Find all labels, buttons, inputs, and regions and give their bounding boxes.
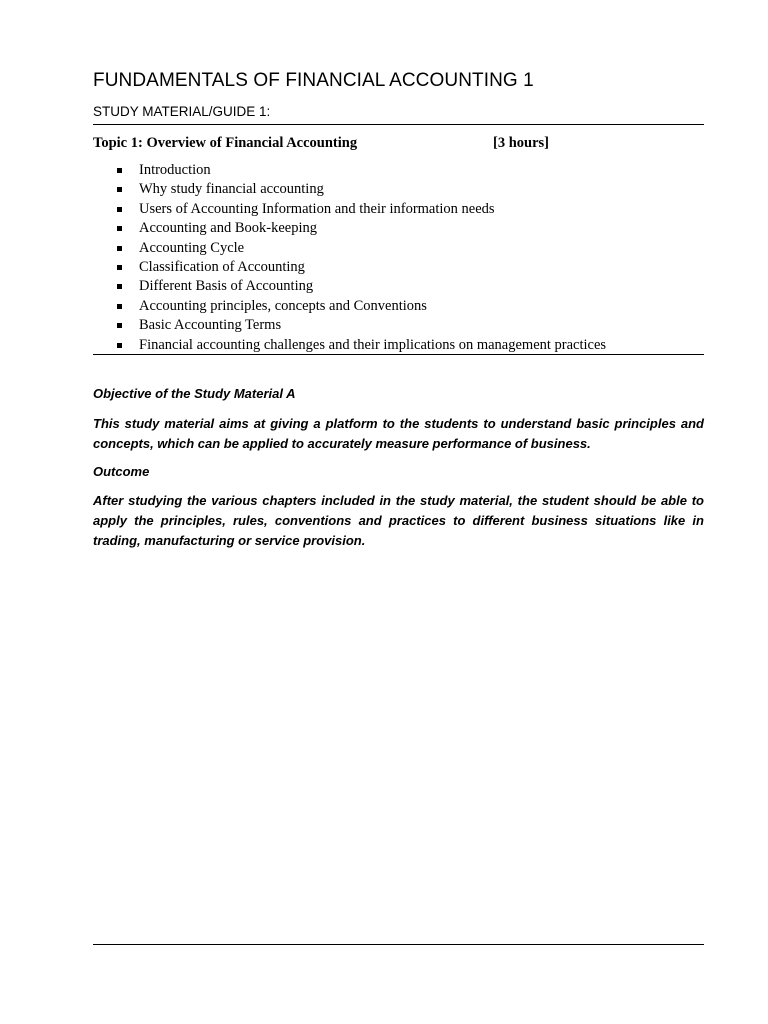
objective-heading: Objective of the Study Material A (93, 386, 296, 401)
objective-body: This study material aims at giving a platform to the students to understand basic principles and concepts, which can be applied to accurately measure performance of business. (93, 416, 704, 451)
list-item-text: Financial accounting challenges and their implications on management practices (139, 336, 607, 353)
list-item-text: Accounting and Book-keeping (139, 220, 317, 237)
top-divider (93, 124, 704, 125)
document-title: FUNDAMENTALS OF FINANCIAL ACCOUNTING 1 (93, 70, 534, 91)
list-item-text: Why study financial accounting (139, 181, 324, 198)
bullet-icon (117, 323, 122, 328)
bullet-icon (117, 187, 122, 192)
list-item-text: Users of Accounting Information and their information needs (139, 200, 495, 217)
topic-divider (93, 354, 704, 355)
topic-title: Topic 1: Overview of Financial Accounting (93, 135, 358, 151)
bullet-icon (117, 343, 122, 348)
bullet-icon (117, 168, 122, 173)
topic-hours: [3 hours] (493, 135, 549, 151)
topic-header (93, 135, 704, 155)
footer-divider (93, 944, 704, 945)
bullet-icon (117, 226, 122, 231)
list-item-text: Accounting Cycle (139, 239, 245, 256)
bullet-icon (117, 284, 122, 289)
list-item-text: Introduction (139, 162, 211, 178)
list-item-text: Classification of Accounting (139, 258, 305, 275)
bullet-icon (117, 304, 122, 309)
list-item-text: Basic Accounting Terms (139, 317, 282, 334)
bullet-icon (117, 246, 122, 251)
bullet-icon (117, 265, 122, 270)
list-item-text: Accounting principles, concepts and Conventions (139, 297, 427, 314)
bullet-icon (117, 207, 122, 212)
study-guide-label: STUDY MATERIAL/GUIDE 1: (93, 104, 271, 119)
outcome-body: After studying the various chapters included in the study material, the student should be able to apply the principles, rules, conventions and practices to different business situations like in trading, manufacturing or service provision. (93, 493, 704, 548)
list-item-text: Different Basis of Accounting (139, 278, 314, 295)
outcome-heading: Outcome (93, 464, 150, 479)
